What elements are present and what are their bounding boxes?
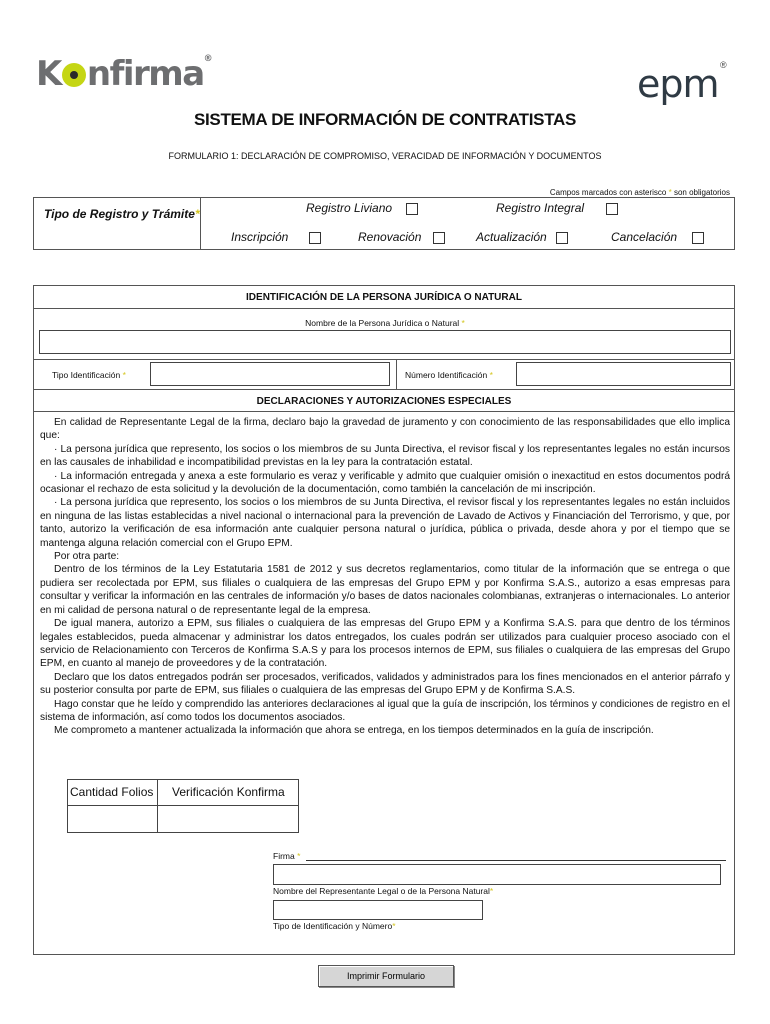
tipo-identificacion-input[interactable] xyxy=(150,362,390,386)
firma-label: Firma * xyxy=(273,851,301,861)
nombre-representante-input[interactable] xyxy=(273,864,721,885)
actualizacion-label: Actualización xyxy=(476,230,547,244)
verificacion-konfirma-header: Verificación Konfirma xyxy=(172,785,285,799)
epm-logo-text: epm xyxy=(637,62,719,106)
epm-registered-mark: ® xyxy=(720,60,727,70)
tipo-identificacion-label: Tipo Identificación * xyxy=(52,370,126,380)
konfirma-logo: K nfirma® xyxy=(36,54,213,94)
cancelacion-checkbox[interactable] xyxy=(692,232,704,244)
inscripcion-label: Inscripción xyxy=(231,230,289,244)
actualizacion-checkbox[interactable] xyxy=(556,232,568,244)
declaracion-paragraph: Hago constar que he leído y comprendido las anteriores declaraciones al igual que la guía de inscripción, los términos y condiciones de registro en el sistema de información, así como todos los documentos asociados. xyxy=(40,698,730,723)
registro-divider xyxy=(200,197,201,250)
inscripcion-checkbox[interactable] xyxy=(309,232,321,244)
declaraciones-text xyxy=(40,416,730,738)
declaraciones-title: DECLARACIONES Y AUTORIZACIONES ESPECIALES xyxy=(256,396,512,407)
firma-line[interactable] xyxy=(306,860,726,861)
cancelacion-label: Cancelación xyxy=(611,230,678,244)
divider xyxy=(33,308,735,309)
declaracion-paragraph: De igual manera, autorizo a EPM, sus filiales o cualquiera de las empresas del Grupo EPM y a Konfirma S.A.S. para que dentro de los términos legales establecidos, pueda almacenar y administrar los datos entregados, los cuales podrán ser utilizados para cualquier proceso asociado con el servicio de Relacionamiento con Terceros de Konfirma S.A.S y para los procesos internos de EPM, sus filiales o cualquiera de las empresas del Grupo EPM, en cuanto al manejo de proveedores y de la contratación. xyxy=(40,618,730,670)
required-note: Campos marcados con asterisco * son obligatorios xyxy=(549,188,730,197)
imprimir-formulario-button[interactable]: Imprimir Formulario xyxy=(318,965,454,987)
identificacion-title: IDENTIFICACIÓN DE LA PERSONA JURÍDICA O NATURAL xyxy=(246,292,522,303)
registro-integral-checkbox[interactable] xyxy=(606,203,618,215)
tipo-identificacion-numero-input[interactable] xyxy=(273,900,483,920)
numero-identificacion-input[interactable] xyxy=(516,362,731,386)
epm-logo xyxy=(637,62,719,106)
registro-integral-label: Registro Integral xyxy=(496,201,585,215)
divider xyxy=(33,389,735,390)
declaracion-paragraph: En calidad de Representante Legal de la firma, declaro bajo la gravedad de juramento y con conocimiento de las responsabilidades que ello implica que: xyxy=(40,417,730,442)
page-title: SISTEMA DE INFORMACIÓN DE CONTRATISTAS xyxy=(193,110,577,129)
cantidad-folios-header: Cantidad Folios xyxy=(70,785,154,799)
declaracion-paragraph: Me comprometo a mantener actualizada la información que ahora se entrega, en los tiempos determinados en la guía de inscripción. xyxy=(54,725,654,737)
renovacion-checkbox[interactable] xyxy=(433,232,445,244)
nombre-representante-label: Nombre del Representante Legal o de la Persona Natural* xyxy=(273,886,494,896)
declaracion-paragraph: · La información entregada y anexa a este formulario es veraz y verificable y admito que cualquier omisión o inexactitud en estos documentos podrá ocasionar el rechazo de esta solicitud y la devolución de la documentación, como también la cancelación de mi inscripción. xyxy=(40,470,730,496)
tipo-identificacion-numero-label: Tipo de Identificación y Número* xyxy=(273,921,396,931)
renovacion-label: Renovación xyxy=(358,230,422,244)
numero-identificacion-label: Número Identificación * xyxy=(405,370,493,380)
nombre-persona-input[interactable] xyxy=(39,330,731,354)
declaracion-paragraph: · La persona jurídica que represento, los socios o los miembros de su Junta Directiva, el revisor fiscal y los representantes legales no están incluidos en ninguna de las listas establecidas a nivel nacional o internacional para la prevención de Lavado de Activos y Financiación del Terrorismo, y que, por tanto, autorizo la verificación de esa información ante cualquier persona natural o jurídica, pública o privada, desde ahora y por el tiempo que se mantenga alguna relación comercial con el Grupo EPM. xyxy=(40,497,730,549)
registro-liviano-label: Registro Liviano xyxy=(306,201,393,215)
registro-label: Tipo de Registro y Trámite* xyxy=(44,207,200,221)
verificacion-konfirma-input[interactable] xyxy=(158,806,298,832)
declaracion-paragraph: Por otra parte: xyxy=(54,551,120,563)
declaracion-paragraph: · La persona jurídica que represento, los socios o los miembros de su Junta Directiva, el revisor fiscal y los representantes legales no están incursos en las causales de inhabilidad e incompatibilidad previstas en la ley para la contratación estatal. xyxy=(40,443,730,469)
declaracion-paragraph: Dentro de los términos de la Ley Estatutaria 1581 de 2012 y sus decretos reglamentarios, como titular de la información que se entrega o que pudiera ser recolectada por EPM, sus filiales o cualquiera de las empresas del Grupo EPM y por Konfirma S.A.S., autorizo a esas empresas para consultar y verificar la información en las centrales de información y/o bases de datos nacionales colombianas, extranjeras o internacionales. Lo anterior en mi calidad de persona natural o de representante legal de la empresa. xyxy=(40,564,730,616)
cantidad-folios-input[interactable] xyxy=(68,806,156,832)
divider xyxy=(396,360,397,389)
divider xyxy=(33,359,735,360)
declaracion-paragraph: Declaro que los datos entregados podrán ser procesados, verificados, validados y administrados para los fines mencionados en el anterior párrafo y su posterior consulta por parte de EPM, sus filiales o cualquiera de las empresas del Grupo EPM y de Konfirma S.A.S. xyxy=(40,671,730,697)
konfirma-eye-icon xyxy=(62,63,86,87)
registro-liviano-checkbox[interactable] xyxy=(406,203,418,215)
divider xyxy=(33,411,735,412)
nombre-persona-label: Nombre de la Persona Jurídica o Natural * xyxy=(305,318,465,328)
page-subtitle: FORMULARIO 1: DECLARACIÓN DE COMPROMISO, VERACIDAD DE INFORMACIÓN Y DOCUMENTOS xyxy=(168,151,602,161)
